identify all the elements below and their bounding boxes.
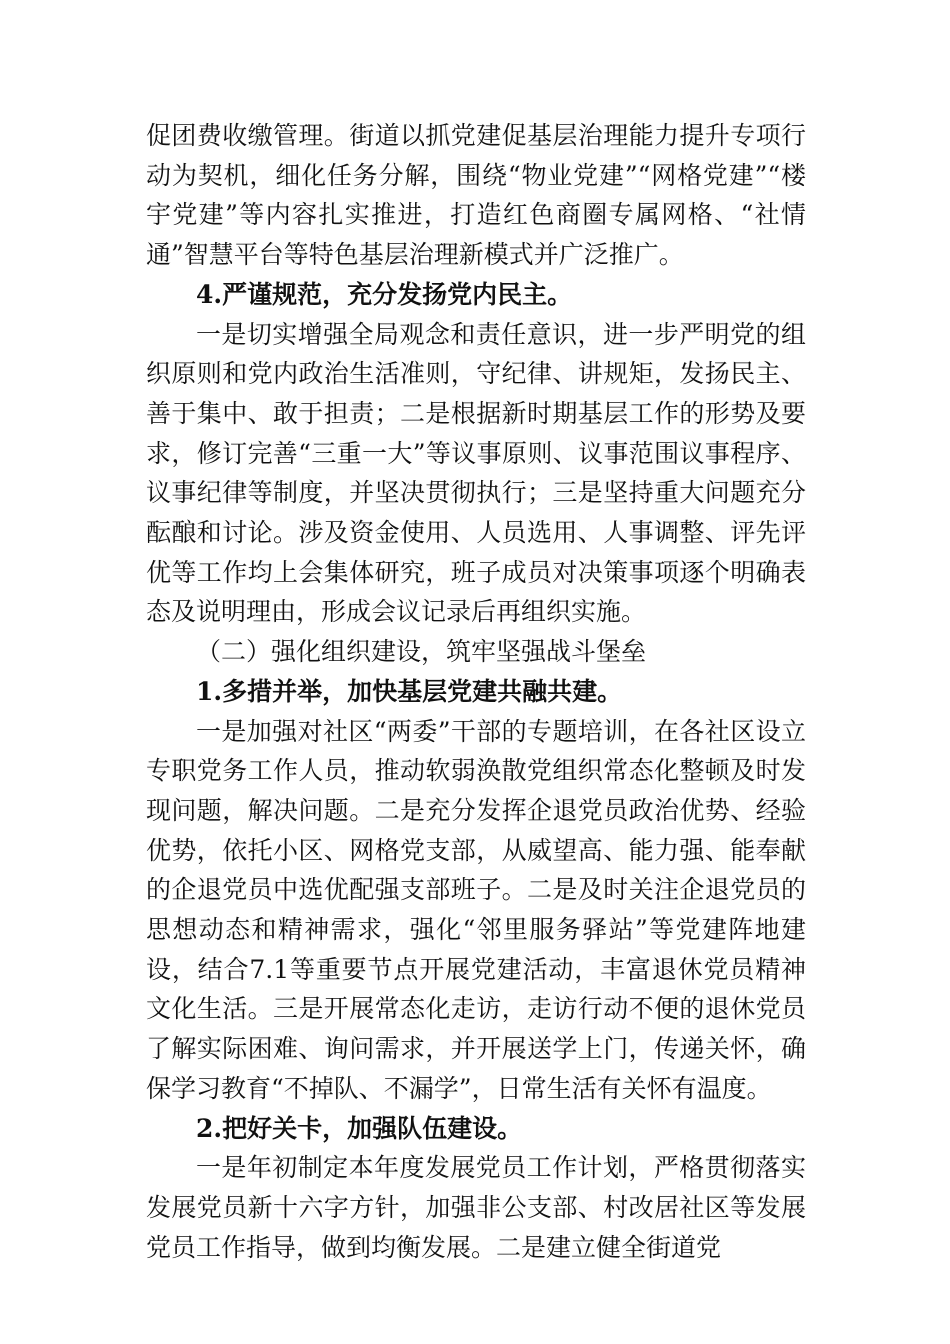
paragraph-item-4: 一是切实增强全局观念和责任意识，进一步严明党的组织原则和党内政治生活准则，守纪律、讲规矩，发扬民主、善于集中、敢于担责；二是根据新时期基层工作的形势及要求，修订完善“三重一大”等议事原则、议事范围议事程序、议事纪律等制度，并坚决贯彻执行；三是坚持重大问题充分酝酿和讨论。涉及资金使用、人员选用、人事调整、评先评优等工作均上会集体研究，班子成员对决策事项逐个明确表态及说明理由，形成会议记录后再组织实施。 [146, 319, 806, 627]
heading-item-1: 1.多措并举，加快基层党建共融共建。 [196, 676, 623, 706]
paragraph-item-2: 一是年初制定本年度发展党员工作计划，严格贯彻落实发展党员新十六字方针，加强非公支部、村改居社区等发展党员工作指导，做到均衡发展。二是建立健全街道党 [146, 1153, 806, 1262]
document-page [146, 116, 806, 1267]
paragraph-item-1: 一是加强对社区“两委”干部的专题培训，在各社区设立专职党务工作人员，推动软弱涣散党组织常态化整顿及时发现问题，解决问题。二是充分发挥企退党员政治优势、经验优势，依托小区、网格党支部，从威望高、能力强、能奉献的企退党员中选优配强支部班子。二是及时关注企退党员的思想动态和精神需求，强化“邻里服务驿站”等党建阵地建设，结合7.1等重要节点开展党建活动，丰富退休党员精神文化生活。三是开展常态化走访，走访行动不便的退休党员了解实际困难、询问需求，并开展送学上门，传递关怀，确保学习教育“不掉队、不漏学”，日常生活有关怀有温度。 [146, 716, 806, 1103]
heading-item-2: 2.把好关卡，加强队伍建设。 [196, 1113, 523, 1143]
paragraph-intro: 促团费收缴管理。街道以抓党建促基层治理能力提升专项行动为契机，细化任务分解，围绕“物业党建”“网格党建”“楼宇党建”等内容扎实推进，打造红色商圈专属网格、“社情通”智慧平台等特色基层治理新模式并广泛推广。 [146, 121, 806, 270]
section-heading-2: （二）强化组织建设，筑牢坚强战斗堡垒 [196, 637, 647, 667]
heading-item-4: 4.严谨规范，充分发扬党内民主。 [196, 279, 573, 309]
